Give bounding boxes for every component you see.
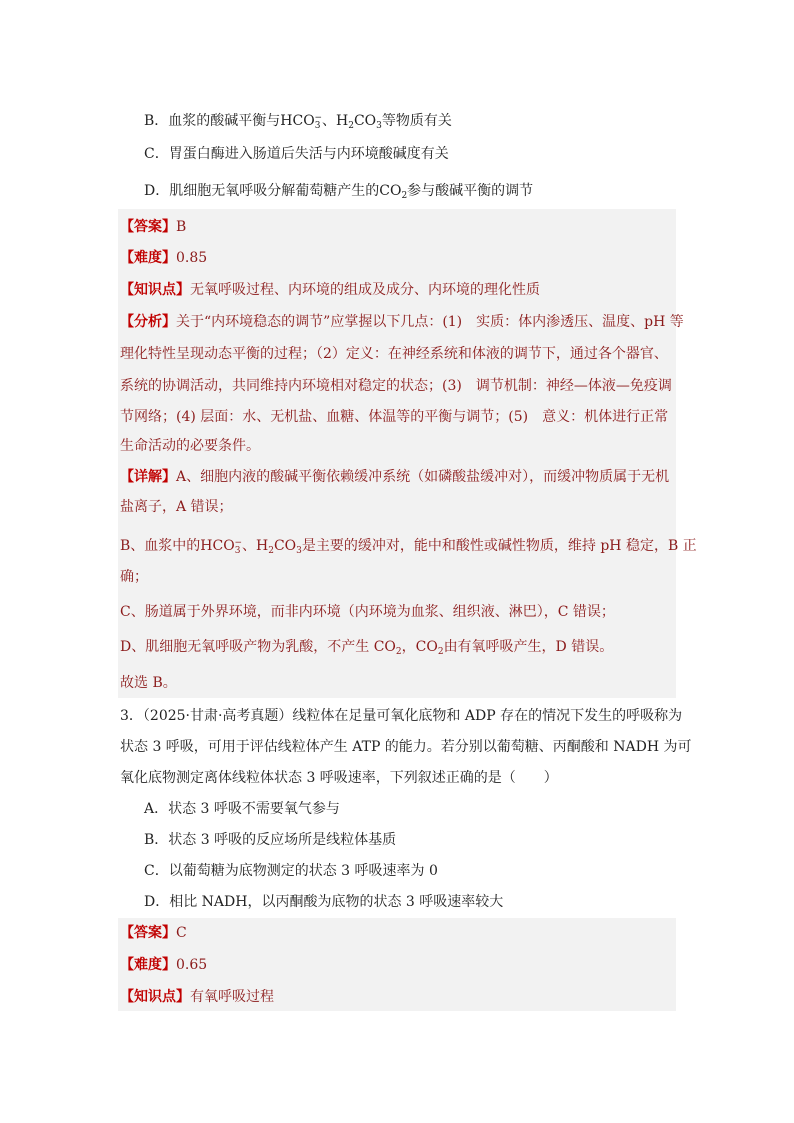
chem-text: HCO [280, 113, 315, 129]
difficulty-value: 0.65 [176, 957, 208, 973]
chem-text: CO [373, 639, 396, 655]
knowledge-line [120, 280, 540, 300]
difficulty-tag: 【难度】 [120, 957, 176, 973]
answer-tag: 【答案】 [120, 219, 176, 235]
knowledge-3-line [120, 987, 274, 1007]
difficulty-line [120, 248, 207, 268]
detail-line-c: C、肠道属于外界环境，而非内环境（内环境为血浆、组织液、淋巴），C 错误； [120, 604, 615, 620]
detail-d-suffix: 由有氧呼吸产生，D 错误。 [443, 639, 614, 655]
chem-h2co3 [256, 538, 302, 554]
chem-text: CO [415, 639, 438, 655]
option-b [144, 108, 452, 136]
chem-co2 [374, 639, 402, 655]
question-3-line-2: 状态 3 呼吸，可用于评估线粒体产生 ATP 的能力。若分别以葡萄糖、丙酮酸和 NADH 为可 [120, 739, 692, 755]
chem-sup: − [314, 113, 322, 123]
analysis-line-5: 生命活动的必要条件。 [120, 438, 260, 454]
chem-hco3 [280, 113, 322, 129]
question-3-line-3: 氧化底物测定离体线粒体状态 3 呼吸速率，下列叙述正确的是（ ） [120, 770, 558, 786]
option-d-text: D．肌细胞无氧呼吸分解葡萄糖产生的 [144, 183, 380, 199]
chem-sub: 3 [314, 121, 321, 131]
detail-text: A、细胞内液的酸碱平衡依赖缓冲系统（如磷酸盐缓冲对），而缓冲物质属于无机 [176, 469, 670, 485]
knowledge-tag: 【知识点】 [120, 282, 190, 298]
chem-sub: 3 [234, 546, 241, 556]
detail-line-d [120, 637, 613, 662]
knowledge-value: 无氧呼吸过程、内环境的组成及成分、内环境的理化性质 [190, 282, 540, 298]
detail-d-prefix: D、肌细胞无氧呼吸产物为乳酸，不产生 [120, 639, 374, 655]
question-3-option-b: B．状态 3 呼吸的反应场所是线粒体基质 [144, 832, 397, 848]
difficulty-value: 0.85 [176, 250, 208, 266]
chem-sup: − [234, 538, 242, 548]
analysis-line-4: 节网络；(4) 层面：水、无机盐、血糖、体温等的平衡与调节；(5) 意义：机体进行正常 [120, 409, 669, 425]
detail-b-prefix: B、血浆中的 [120, 538, 201, 554]
chem-hco3 [200, 538, 242, 554]
answer-value: C [176, 925, 187, 941]
chem-sub: 2 [268, 546, 274, 556]
detail-line-b1 [120, 533, 697, 561]
chem-text: H [255, 538, 269, 554]
chem-sub: 3 [376, 121, 382, 131]
answer-line [120, 217, 186, 237]
detail-line-a2: 盐离子，A 错误； [120, 499, 233, 515]
chem-text: CO [273, 538, 297, 554]
chem-text: CO [353, 113, 377, 129]
question-3-option-c: C．以葡萄糖为底物测定的状态 3 呼吸速率为 0 [144, 863, 438, 879]
separator: ， [401, 639, 416, 655]
analysis-text: 关于“内环境稳态的调节”应掌握以下几点：(1) 实质：体内渗透压、温度、pH 等 [176, 314, 684, 330]
detail-line-b2: 确； [120, 569, 148, 585]
question-3-line-1: 3．（2025·甘肃·高考真题）线粒体在足量可氧化底物和 ADP 存在的情况下发生的呼吸称为 [120, 708, 683, 724]
option-b-text: B．血浆的酸碱平衡与 [144, 113, 281, 129]
answer-value: B [176, 219, 187, 235]
analysis-line-2: 理化特性呈现动态平衡的过程；（2）定义：在神经系统和体液的调节下，通过各个器官、 [120, 346, 668, 362]
knowledge-value: 有氧呼吸过程 [190, 989, 274, 1005]
analysis-line-1 [120, 312, 684, 332]
question-3-option-a: A．状态 3 呼吸不需要氧气参与 [144, 801, 340, 817]
chem-sub: 2 [395, 647, 402, 657]
difficulty-3-line [120, 955, 207, 975]
chem-text: H [335, 113, 349, 129]
chem-sub: 2 [348, 121, 354, 131]
detail-line-a1 [120, 467, 669, 487]
separator: 、 [321, 113, 336, 129]
chem-sub: 3 [296, 546, 302, 556]
knowledge-tag: 【知识点】 [120, 989, 190, 1005]
chem-text: HCO [200, 538, 235, 554]
answer-3-line [120, 923, 187, 943]
difficulty-tag: 【难度】 [120, 250, 176, 266]
answer-tag: 【答案】 [120, 925, 176, 941]
option-c: C．胃蛋白酶进入肠道后失活与内环境酸碱度有关 [144, 146, 449, 162]
option-b-suffix: 等物质有关 [381, 113, 452, 129]
chem-sub: 2 [401, 191, 408, 201]
option-d-suffix: 参与酸碱平衡的调节 [407, 183, 534, 199]
question-3-option-d: D．相比 NADH，以丙酮酸为底物的状态 3 呼吸速率较大 [144, 894, 504, 910]
chem-co2 [416, 639, 444, 655]
analysis-line-3: 系统的协调活动，共同维持内环境相对稳定的状态；(3) 调节机制：神经—体液—免疫调 [120, 378, 672, 394]
detail-b-suffix: 是主要的缓冲对，能中和酸性或碱性物质，维持 pH 稳定，B 正 [301, 538, 697, 554]
option-d [144, 181, 533, 206]
chem-sub: 2 [437, 647, 444, 657]
separator: 、 [241, 538, 256, 554]
chem-text: CO [379, 183, 402, 199]
conclusion-line: 故选 B。 [120, 675, 177, 691]
analysis-tag: 【分析】 [120, 314, 176, 330]
chem-h2co3 [336, 113, 382, 129]
chem-co2 [379, 183, 407, 199]
detail-tag: 【详解】 [120, 469, 176, 485]
